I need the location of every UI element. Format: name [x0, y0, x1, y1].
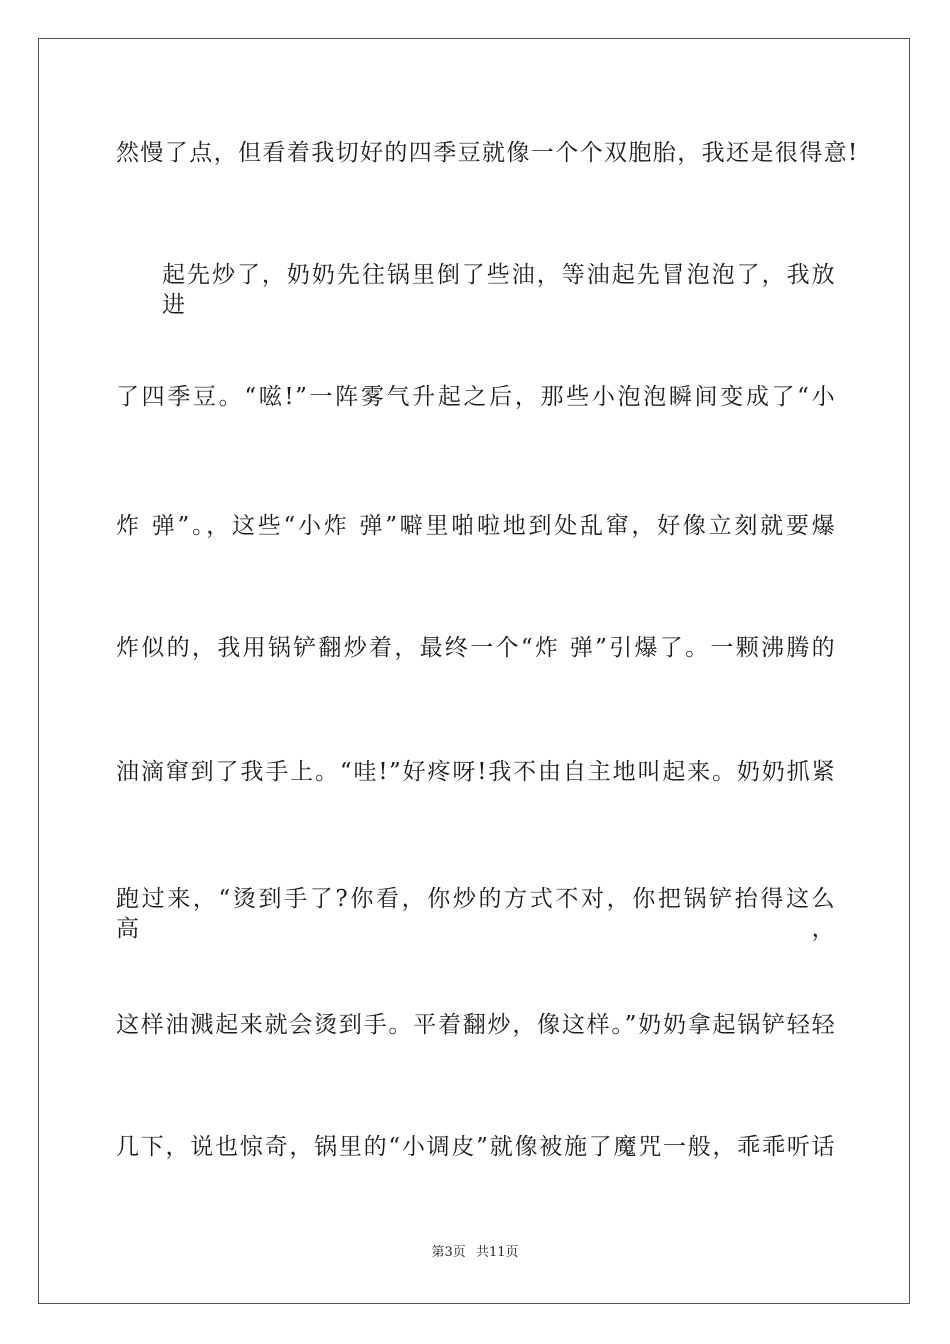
page-number: 第3页	[431, 1245, 466, 1260]
total-pages: 共11页	[475, 1245, 519, 1260]
text-line-9: 几下，说也惊奇，锅里的“小调皮”就像被施了魔咒一般，乖乖听话	[116, 1134, 836, 1160]
page-footer	[0, 1244, 950, 1262]
text-line-6: 油滴窜到了我手上。“哇!”好疼呀!我不由自主地叫起来。奶奶抓紧	[116, 759, 836, 785]
text-line-2: 起先炒了，奶奶先往锅里倒了些油，等油起先冒泡泡了，我放进	[162, 262, 836, 318]
text-line-3: 了四季豆。“嗞!”一阵雾气升起之后，那些小泡泡瞬间变成了“小	[116, 384, 836, 410]
page-border	[38, 38, 910, 1304]
text-line-7: 跑过来，“烫到手了?你看，你炒的方式不对，你把锅铲抬得这么高，	[116, 886, 836, 942]
text-line-4: 炸 弹”。，这些“小炸 弹”噼里啪啦地到处乱窜，好像立刻就要爆	[116, 513, 836, 539]
text-line-5: 炸似的，我用锅铲翻炒着，最终一个“炸 弹”引爆了。一颗沸腾的	[116, 635, 836, 661]
text-line-8: 这样油溅起来就会烫到手。平着翻炒，像这样。”奶奶拿起锅铲轻轻	[116, 1012, 836, 1038]
text-line-1: 然慢了点，但看着我切好的四季豆就像一个个双胞胎，我还是很得意!	[116, 140, 859, 166]
